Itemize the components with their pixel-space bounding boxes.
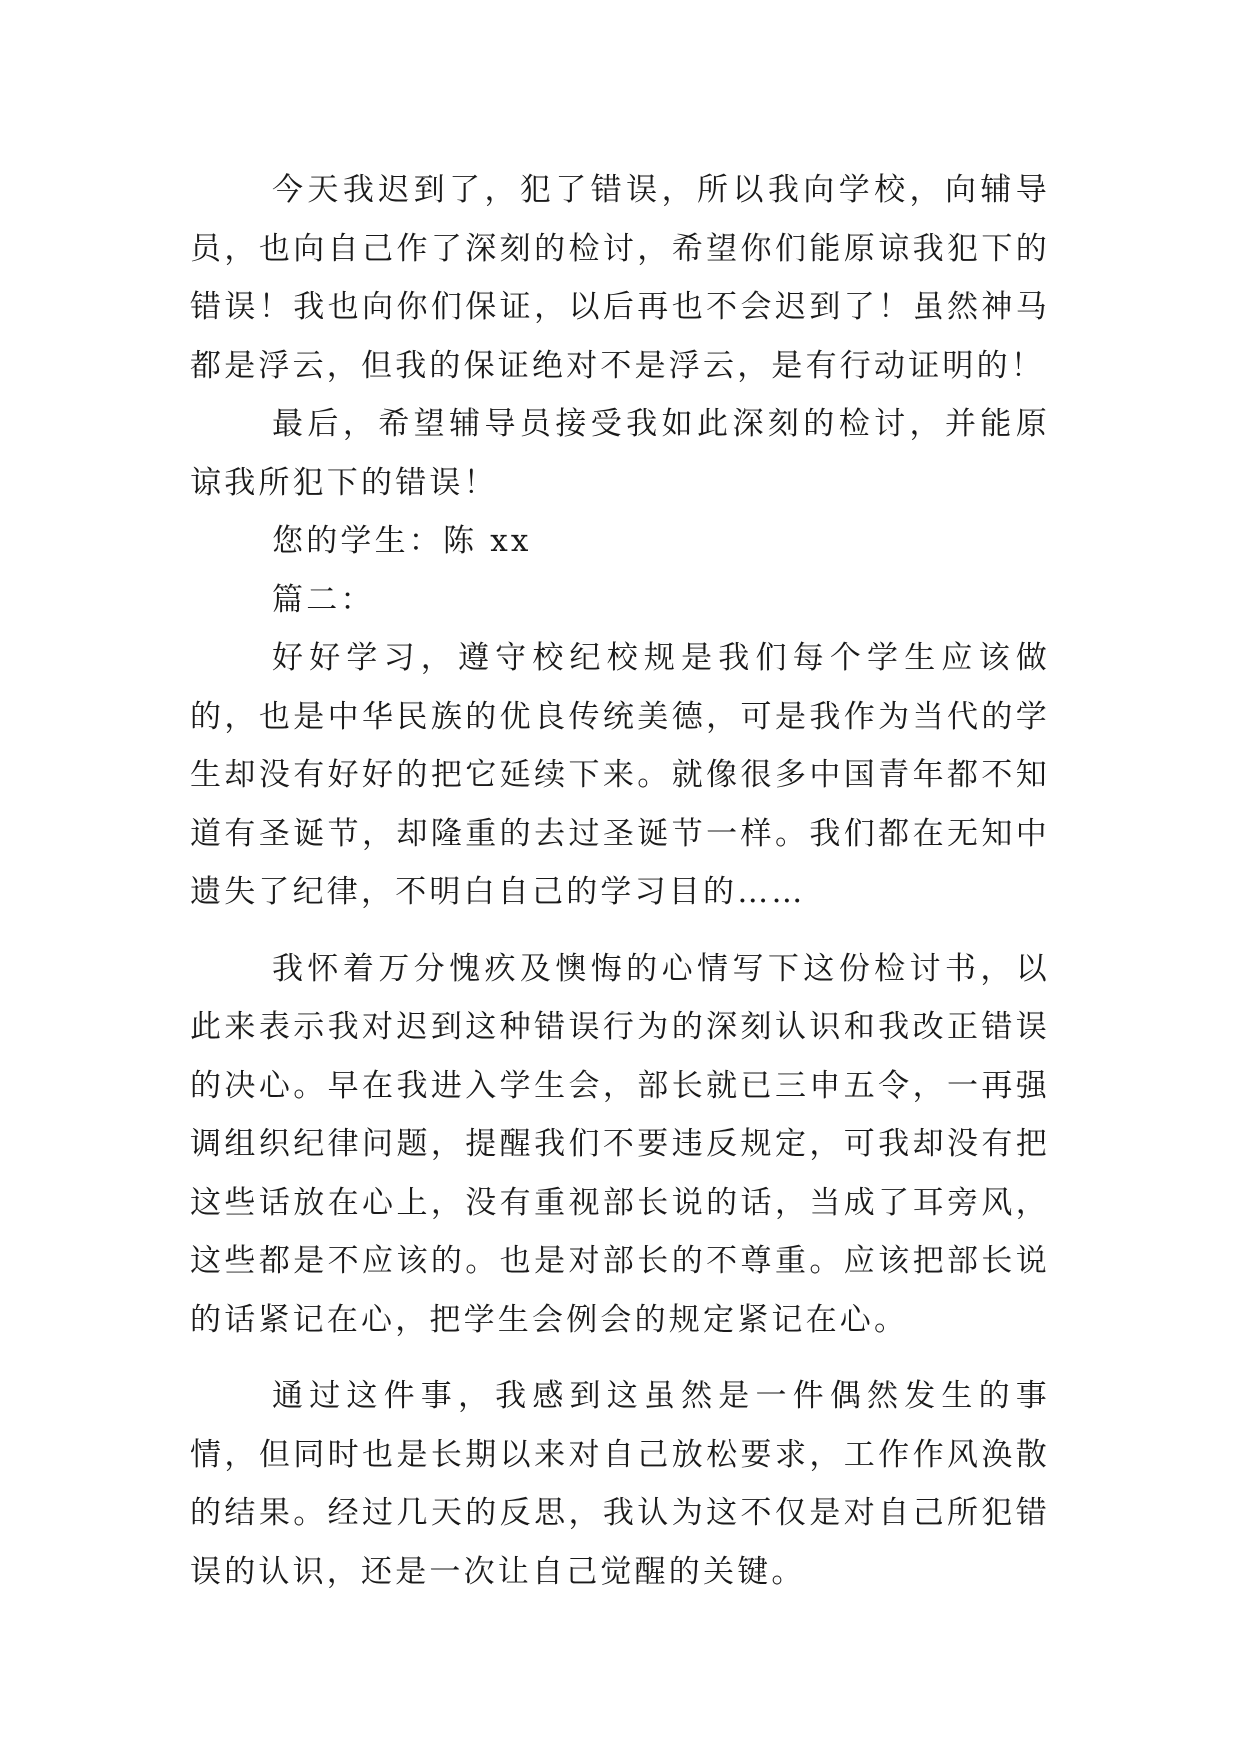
section-heading: 篇二： (272, 581, 375, 618)
paragraph-reflection: 通过这件事，我感到这虽然是一件偶然发生的事情，但同时也是长期以来对自己放松要求，工作作风涣散的结果。经过几天的反思，我认为这不仅是对自己所犯错误的认识，还是一次让自己觉醒的关键。 (190, 1378, 1050, 1590)
paragraph-remorse: 我怀着万分愧疚及懊悔的心情写下这份检讨书，以此来表示我对迟到这种错误行为的深刻认识和我改正错误的决心。早在我进入学生会，部长就已三申五令，一再强调组织纪律问题，提醒我们不要违反规定，可我却没有把这些话放在心上，没有重视部长说的话，当成了耳旁风，这些都是不应该的。也是对部长的不尊重。应该把部长说的话紧记在心，把学生会例会的规定紧记在心。 (190, 950, 1050, 1338)
paragraph-apology-closing: 最后，希望辅导员接受我如此深刻的检讨，并能原谅我所犯下的错误！ (190, 406, 1050, 501)
paragraph-study-discipline: 好好学习，遵守校纪校规是我们每个学生应该做的，也是中华民族的优良传统美德，可是我作为当代的学生却没有好好的把它延续下来。就像很多中国青年都不知道有圣诞节，却隆重的去过圣诞节一样。我们都在无知中遗失了纪律，不明白自己的学习目的…… (190, 640, 1050, 910)
document-page (190, 161, 1050, 1601)
paragraph-apology-1: 今天我迟到了，犯了错误，所以我向学校，向辅导员，也向自己作了深刻的检讨，希望你们能原谅我犯下的错误！我也向你们保证，以后再也不会迟到了！虽然神马都是浮云，但我的保证绝对不是浮云，是有行动证明的！ (190, 172, 1050, 384)
signature-line: 您的学生：陈 xx (272, 523, 532, 559)
